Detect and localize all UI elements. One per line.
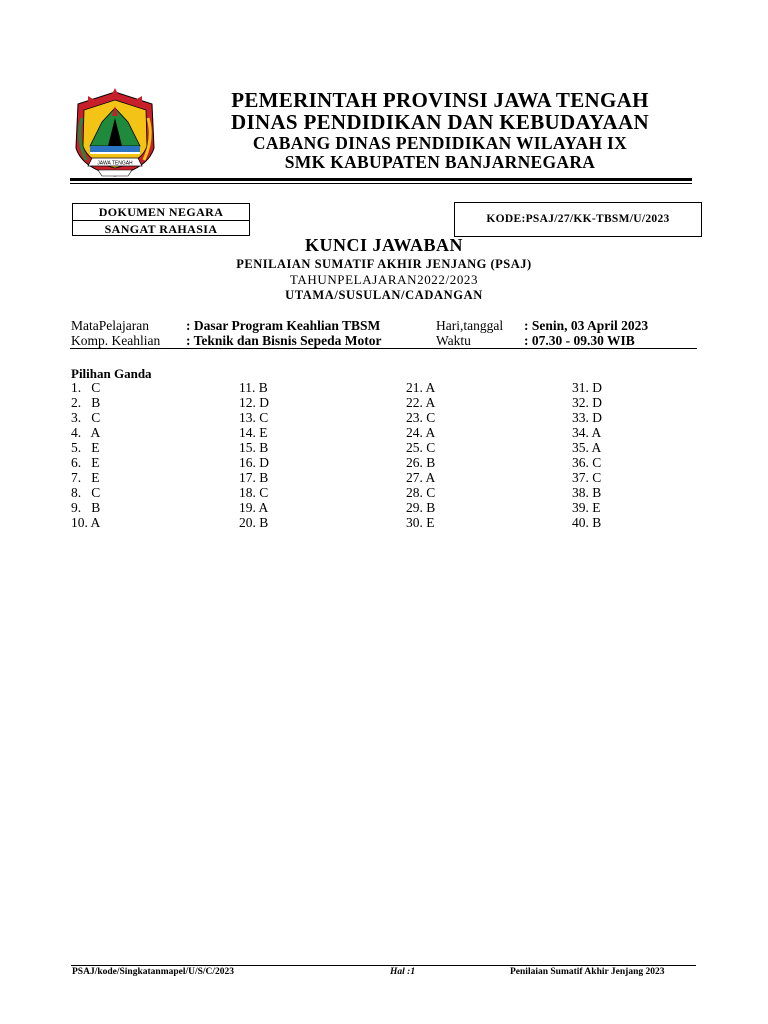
answer-item: 35. A	[572, 440, 602, 455]
academic-year: TAHUNPELAJARAN2022/2023	[289, 272, 479, 287]
answer-item: 20. B	[239, 515, 269, 530]
header-line-1: PEMERINTAH PROVINSI JAWA TENGAH	[231, 88, 649, 112]
answer-item: 37. C	[572, 470, 602, 485]
page-subtitle: PENILAIAN SUMATIF AKHIR JENJANG (PSAJ)	[236, 257, 532, 271]
pilihan-ganda-label: Pilihan Ganda	[71, 366, 152, 381]
answer-item: 2. B	[71, 395, 101, 410]
jawa-tengah-crest-icon	[68, 88, 162, 180]
answer-item: 28. C	[406, 485, 436, 500]
answer-item: 25. C	[406, 440, 436, 455]
answer-item: 27. A	[406, 470, 436, 485]
answer-item: 38. B	[572, 485, 602, 500]
footer-title: Penilaian Sumatif Akhir Jenjang 2023	[510, 967, 665, 977]
answer-item: 26. B	[406, 455, 436, 470]
answer-item: 3. C	[71, 410, 101, 425]
doc-class-line-1: DOKUMEN NEGARA	[98, 205, 224, 219]
answer-item: 12. D	[239, 395, 269, 410]
komp-value: : Teknik dan Bisnis Sepeda Motor	[186, 333, 382, 348]
answer-item: 34. A	[572, 425, 602, 440]
header-line-4: SMK KABUPATEN BANJARNEGARA	[284, 152, 596, 172]
answer-item: 17. B	[239, 470, 269, 485]
answer-item: 5. E	[71, 440, 100, 455]
answer-item: 32. D	[572, 395, 602, 410]
logo-ribbon-text: JAWA TENGAH	[97, 160, 133, 167]
exam-variant: UTAMA/SUSULAN/CADANGAN	[285, 288, 483, 302]
answer-item: 36. C	[572, 455, 602, 470]
kode-box: KODE:PSAJ/27/KK-TBSM/U/2023	[454, 202, 702, 237]
answer-item: 1. C	[71, 380, 101, 395]
answer-item: 30. E	[406, 515, 435, 530]
footer-page: Hal :1	[390, 967, 416, 977]
answer-item: 23. C	[406, 410, 436, 425]
answer-item: 13. C	[239, 410, 269, 425]
answer-item: 9. B	[71, 500, 101, 515]
answer-item: 19. A	[239, 500, 269, 515]
answer-item: 4. A	[71, 425, 101, 440]
answer-item: 7. E	[71, 470, 100, 485]
answer-item: 29. B	[406, 500, 436, 515]
header-line-2: DINAS PENDIDIKAN DAN KEBUDAYAAN	[231, 110, 649, 134]
answer-item: 22. A	[406, 395, 436, 410]
answer-item: 33. D	[572, 410, 602, 425]
info-rule	[70, 348, 697, 349]
hari-label: Hari,tanggal	[436, 318, 504, 333]
answer-item: 16. D	[239, 455, 269, 470]
crest-svg	[68, 88, 162, 180]
answer-item: 8. C	[71, 485, 101, 500]
answer-item: 40. B	[572, 515, 602, 530]
answer-item: 18. C	[239, 485, 269, 500]
document-classification-box	[72, 203, 250, 236]
header-rule-thick	[70, 178, 692, 181]
hari-value: : Senin, 03 April 2023	[524, 318, 649, 333]
answer-item: 15. B	[239, 440, 269, 455]
mapel-label: MataPelajaran	[71, 318, 149, 333]
waktu-label: Waktu	[436, 333, 471, 348]
page-title: KUNCI JAWABAN	[304, 235, 463, 255]
answer-item: 10. A	[71, 515, 101, 530]
answer-item: 39. E	[572, 500, 601, 515]
komp-label: Komp. Keahlian	[71, 333, 161, 348]
answer-item: 11. B	[239, 380, 268, 395]
mapel-value: : Dasar Program Keahlian TBSM	[186, 318, 381, 333]
answer-item: 14. E	[239, 425, 268, 440]
footer-rule	[71, 965, 696, 966]
answer-item: 24. A	[406, 425, 436, 440]
header-line-3: CABANG DINAS PENDIDIKAN WILAYAH IX	[252, 133, 628, 153]
waktu-value: : 07.30 - 09.30 WIB	[524, 333, 635, 348]
footer-code: PSAJ/kode/Singkatanmapel/U/S/C/2023	[72, 967, 235, 977]
header-rule-thin	[70, 183, 692, 184]
answer-item: 31. D	[572, 380, 602, 395]
doc-class-line-2: SANGAT RAHASIA	[73, 220, 249, 237]
answer-item: 6. E	[71, 455, 100, 470]
answer-item: 21. A	[406, 380, 436, 395]
